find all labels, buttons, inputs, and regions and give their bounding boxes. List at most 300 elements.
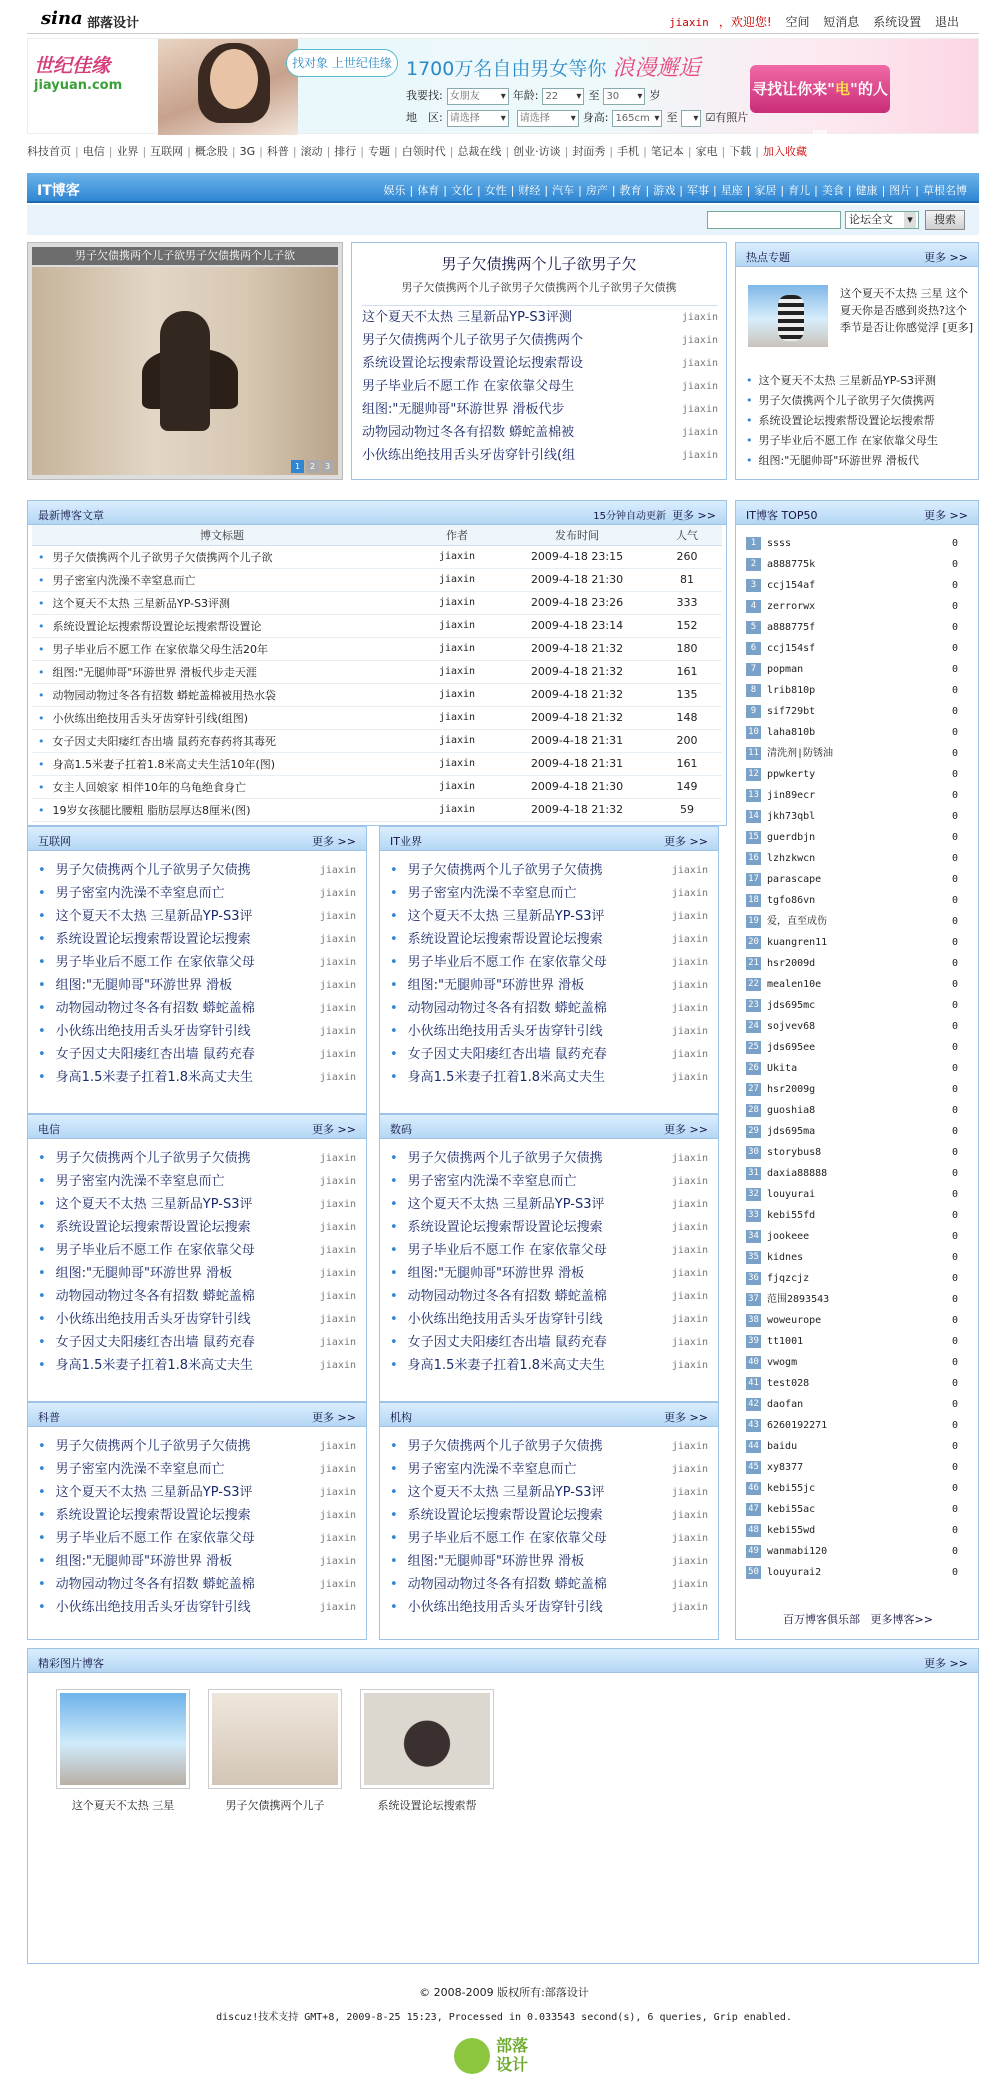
logout-link[interactable]: 退出 xyxy=(934,15,959,29)
blogger-name-link[interactable]: 范围2893543 xyxy=(767,1294,830,1305)
section-title[interactable]: IT博客 xyxy=(37,183,80,199)
blogger-name-link[interactable]: hsr2009g xyxy=(767,1084,816,1095)
blogger-name-link[interactable]: baidu xyxy=(767,1441,798,1452)
list-item[interactable] xyxy=(390,1573,708,1596)
jiayuan-ad-banner[interactable] xyxy=(27,38,979,146)
top50-item[interactable] xyxy=(746,554,968,575)
top50-item[interactable] xyxy=(746,1541,968,1562)
top50-item[interactable] xyxy=(746,953,968,974)
space-link[interactable]: 空间 xyxy=(785,15,810,29)
list-item[interactable] xyxy=(38,928,356,951)
headline-link[interactable]: 系统设置论坛搜索帮设置论坛搜索帮设 xyxy=(362,356,584,371)
post-author-link[interactable]: jiaxin xyxy=(319,1026,356,1037)
post-link[interactable]: 男子密室内洗澡不幸窒息而亡 xyxy=(55,1462,225,1477)
post-author-link[interactable]: jiaxin xyxy=(671,888,708,899)
top50-item[interactable] xyxy=(746,890,968,911)
blogger-name-link[interactable]: popman xyxy=(767,664,804,675)
post-link[interactable]: 男子毕业后不愿工作 在家依靠父母 xyxy=(55,1243,255,1258)
jiayuan-logo[interactable]: 世纪佳缘 jiayuan.com xyxy=(34,55,123,93)
post-title-link[interactable]: • 男子密室内洗澡不幸窒息而亡 xyxy=(32,568,412,591)
section-nav-link[interactable]: 体育 xyxy=(417,184,440,197)
post-link[interactable]: 动物园动物过冬各有招数 蟒蛇盖棉 xyxy=(407,1289,607,1304)
post-author-link[interactable]: jiaxin xyxy=(319,1291,356,1302)
hot-topics-more-link[interactable]: 更多 >> xyxy=(924,251,968,264)
post-link[interactable]: 男子密室内洗澡不幸窒息而亡 xyxy=(55,1174,225,1189)
blogger-name-link[interactable]: kebi55wd xyxy=(767,1525,816,1536)
channel-link[interactable]: 总裁在线 xyxy=(457,145,502,158)
top50-item[interactable] xyxy=(746,869,968,890)
section-nav-link[interactable]: 房产 xyxy=(585,184,608,197)
post-author-link[interactable]: jiaxin xyxy=(671,980,708,991)
blogger-name-link[interactable]: daxia88888 xyxy=(767,1168,828,1179)
list-item[interactable] xyxy=(38,1239,356,1262)
top50-item[interactable] xyxy=(746,1415,968,1436)
post-author-link[interactable]: jiaxin xyxy=(412,568,502,591)
search-scope-select[interactable]: 论坛全文 ▾ xyxy=(845,211,919,229)
post-link[interactable]: 系统设置论坛搜索帮设置论坛搜索 xyxy=(55,1508,251,1523)
category-more-link[interactable]: 更多 >> xyxy=(312,835,356,848)
blogger-name-link[interactable]: louyurai2 xyxy=(767,1567,822,1578)
post-author-link[interactable]: jiaxin xyxy=(319,1314,356,1325)
top50-item[interactable] xyxy=(746,1289,968,1310)
post-title-link[interactable]: • 小伙练出绝技用舌头牙齿穿针引线(组图) xyxy=(32,706,412,729)
post-author-link[interactable]: jiaxin xyxy=(319,1556,356,1567)
list-item[interactable] xyxy=(38,882,356,905)
top50-item[interactable] xyxy=(746,617,968,638)
post-author-link[interactable]: jiaxin xyxy=(319,865,356,876)
channel-link[interactable]: 白领时代 xyxy=(401,145,446,158)
post-link[interactable]: 男子欠债携两个儿子欲男子欠债携 xyxy=(407,1151,603,1166)
category-title[interactable]: 科普 xyxy=(38,1411,60,1424)
top50-item[interactable] xyxy=(746,785,968,806)
post-author-link[interactable]: jiaxin xyxy=(412,798,502,821)
hot-topic-summary[interactable]: 这个夏天不太热 三星 这个夏天你是否感到炎热?这个季节是否让你感觉浮 [更多] xyxy=(840,287,974,334)
headline-item[interactable] xyxy=(362,329,718,352)
list-item[interactable] xyxy=(390,859,708,882)
top50-item[interactable] xyxy=(746,1457,968,1478)
post-link[interactable]: 组图:"无腿帅哥"环游世界 滑板 xyxy=(407,1266,585,1281)
add-favorite-link[interactable]: 加入收藏 xyxy=(762,145,807,158)
post-link[interactable]: 系统设置论坛搜索帮设置论坛搜索 xyxy=(55,1220,251,1235)
post-author-link[interactable]: jiaxin xyxy=(319,1245,356,1256)
list-item[interactable] xyxy=(390,882,708,905)
post-author-link[interactable]: jiaxin xyxy=(671,1222,708,1233)
list-item[interactable] xyxy=(38,1354,356,1377)
feature-slideshow[interactable] xyxy=(27,242,343,480)
hot-topic-item[interactable]: • 组图:"无腿帅哥"环游世界 滑板代 xyxy=(746,451,974,471)
more-blogs-link[interactable]: 更多博客>> xyxy=(870,1613,933,1626)
list-item[interactable] xyxy=(38,997,356,1020)
blogger-name-link[interactable]: daofan xyxy=(767,1399,804,1410)
post-link[interactable]: 女子因丈夫阳痿红杏出墙 鼠药充春 xyxy=(407,1335,607,1350)
post-author-link[interactable]: jiaxin xyxy=(319,1579,356,1590)
headline-link[interactable]: 男子欠债携两个儿子欲男子欠债携两个 xyxy=(362,333,584,348)
headline-author[interactable]: jiaxin xyxy=(681,450,718,461)
section-nav-link[interactable]: 教育 xyxy=(619,184,642,197)
top50-item[interactable] xyxy=(746,1499,968,1520)
top50-item[interactable] xyxy=(746,1184,968,1205)
post-author-link[interactable]: jiaxin xyxy=(671,865,708,876)
post-link[interactable]: 系统设置论坛搜索帮设置论坛搜索 xyxy=(407,1508,603,1523)
headline-item[interactable] xyxy=(362,421,718,444)
list-item[interactable] xyxy=(38,1262,356,1285)
channel-link[interactable]: 手机 xyxy=(617,145,640,158)
post-author-link[interactable]: jiaxin xyxy=(319,1049,356,1060)
blogger-name-link[interactable]: tgfo86vn xyxy=(767,895,816,906)
list-item[interactable] xyxy=(38,1596,356,1619)
post-link[interactable]: 组图:"无腿帅哥"环游世界 滑板 xyxy=(407,1554,585,1569)
list-item[interactable] xyxy=(390,1527,708,1550)
top50-item[interactable] xyxy=(746,1100,968,1121)
top50-item[interactable] xyxy=(746,1268,968,1289)
blogger-name-link[interactable]: Ukita xyxy=(767,1063,798,1074)
category-title[interactable]: IT业界 xyxy=(390,835,422,848)
list-item[interactable] xyxy=(390,974,708,997)
top50-item[interactable] xyxy=(746,1331,968,1352)
section-nav-link[interactable]: 健康 xyxy=(855,184,878,197)
top50-item[interactable] xyxy=(746,1163,968,1184)
blogger-name-link[interactable]: storybus8 xyxy=(767,1147,822,1158)
post-author-link[interactable]: jiaxin xyxy=(319,957,356,968)
post-author-link[interactable]: jiaxin xyxy=(319,1487,356,1498)
top50-more-link[interactable]: 更多 >> xyxy=(924,509,968,522)
blogger-name-link[interactable]: jkh73qbl xyxy=(767,811,816,822)
post-link[interactable]: 组图:"无腿帅哥"环游世界 滑板 xyxy=(407,978,585,993)
post-link[interactable]: 小伙练出绝技用舌头牙齿穿针引线 xyxy=(407,1600,603,1615)
post-author-link[interactable]: jiaxin xyxy=(319,1072,356,1083)
top50-item[interactable] xyxy=(746,932,968,953)
post-title-link[interactable]: • 这个夏天不太热 三星新品YP-S3评测 xyxy=(32,591,412,614)
post-author-link[interactable]: jiaxin xyxy=(319,1176,356,1187)
post-author-link[interactable]: jiaxin xyxy=(319,911,356,922)
post-link[interactable]: 男子欠债携两个儿子欲男子欠债携 xyxy=(407,863,603,878)
top50-item[interactable] xyxy=(746,1205,968,1226)
post-link[interactable]: 动物园动物过冬各有招数 蟒蛇盖棉 xyxy=(55,1289,255,1304)
photo-item[interactable]: 这个夏天不太热 三星 xyxy=(56,1689,190,1813)
top50-item[interactable] xyxy=(746,1310,968,1331)
photo-item[interactable]: 男子欠债携两个儿子 xyxy=(208,1689,342,1813)
post-link[interactable]: 系统设置论坛搜索帮设置论坛搜索 xyxy=(407,932,603,947)
headline-author[interactable]: jiaxin xyxy=(681,358,718,369)
category-more-link[interactable]: 更多 >> xyxy=(664,835,708,848)
list-item[interactable] xyxy=(390,1435,708,1458)
list-item[interactable] xyxy=(390,1262,708,1285)
top50-item[interactable] xyxy=(746,974,968,995)
post-link[interactable]: 动物园动物过冬各有招数 蟒蛇盖棉 xyxy=(55,1001,255,1016)
blogger-name-link[interactable]: lrib810p xyxy=(767,685,816,696)
post-author-link[interactable]: jiaxin xyxy=(671,1003,708,1014)
post-author-link[interactable]: jiaxin xyxy=(671,1268,708,1279)
post-author-link[interactable]: jiaxin xyxy=(671,1556,708,1567)
category-title[interactable]: 数码 xyxy=(390,1123,412,1136)
list-item[interactable] xyxy=(390,1066,708,1089)
area-select-2[interactable]: 请选择 ▾ xyxy=(517,110,579,127)
blogger-name-link[interactable]: jookeee xyxy=(767,1231,810,1242)
post-author-link[interactable]: jiaxin xyxy=(319,980,356,991)
post-author-link[interactable]: jiaxin xyxy=(671,911,708,922)
post-author-link[interactable]: jiaxin xyxy=(671,1533,708,1544)
top50-item[interactable] xyxy=(746,1121,968,1142)
list-item[interactable] xyxy=(390,1193,708,1216)
post-title-link[interactable]: • 19岁女孩腿比腰粗 脂肪层厚达8厘米(图) xyxy=(32,798,412,821)
list-item[interactable] xyxy=(38,1285,356,1308)
blogger-name-link[interactable]: vwogm xyxy=(767,1357,798,1368)
post-author-link[interactable]: jiaxin xyxy=(319,1360,356,1371)
headline-author[interactable]: jiaxin xyxy=(681,381,718,392)
blogger-name-link[interactable]: laha810b xyxy=(767,727,816,738)
list-item[interactable] xyxy=(38,1481,356,1504)
blogger-name-link[interactable]: jin89ecr xyxy=(767,790,816,801)
post-author-link[interactable]: jiaxin xyxy=(412,729,502,752)
blogger-name-link[interactable]: lzhzkwcn xyxy=(767,853,816,864)
post-author-link[interactable]: jiaxin xyxy=(412,660,502,683)
blogger-name-link[interactable]: kuangren11 xyxy=(767,937,828,948)
post-link[interactable]: 身高1.5米妻子扛着1.8米高丈夫生 xyxy=(55,1070,254,1085)
post-link[interactable]: 男子毕业后不愿工作 在家依靠父母 xyxy=(55,955,255,970)
blogger-name-link[interactable]: kebi55jc xyxy=(767,1483,816,1494)
headline-item[interactable] xyxy=(362,306,718,329)
channel-link[interactable]: 互联网 xyxy=(150,145,184,158)
blogger-name-link[interactable]: ppwkerty xyxy=(767,769,816,780)
section-nav-link[interactable]: 家居 xyxy=(754,184,777,197)
top50-item[interactable] xyxy=(746,1226,968,1247)
top50-item[interactable] xyxy=(746,1247,968,1268)
list-item[interactable] xyxy=(390,1331,708,1354)
section-nav-link[interactable]: 财经 xyxy=(518,184,541,197)
post-link[interactable]: 男子密室内洗澡不幸窒息而亡 xyxy=(407,886,577,901)
slide-dot-2[interactable]: 2 xyxy=(306,460,319,473)
post-link[interactable]: 组图:"无腿帅哥"环游世界 滑板 xyxy=(55,978,233,993)
blogger-name-link[interactable]: louyurai xyxy=(767,1189,816,1200)
sina-logo[interactable]: sina xyxy=(41,8,83,29)
headline-title[interactable]: 男子欠债携两个儿子欲男子欠 xyxy=(441,255,637,273)
channel-link[interactable]: 封面秀 xyxy=(572,145,606,158)
messages-link[interactable]: 短消息 xyxy=(823,15,860,29)
list-item[interactable] xyxy=(390,928,708,951)
list-item[interactable] xyxy=(390,1043,708,1066)
post-title-link[interactable]: • 男子毕业后不愿工作 在家依靠父母生活20年 xyxy=(32,637,412,660)
post-link[interactable]: 这个夏天不太热 三星新品YP-S3评 xyxy=(407,1197,605,1212)
category-more-link[interactable]: 更多 >> xyxy=(312,1123,356,1136)
blogger-name-link[interactable]: jds695ee xyxy=(767,1042,816,1053)
post-author-link[interactable]: jiaxin xyxy=(412,775,502,798)
blogger-name-link[interactable]: mealen10e xyxy=(767,979,822,990)
list-item[interactable] xyxy=(38,1550,356,1573)
blogger-name-link[interactable]: test028 xyxy=(767,1378,810,1389)
channel-link[interactable]: 科技首页 xyxy=(27,145,71,158)
channel-link[interactable]: 滚动 xyxy=(300,145,323,158)
post-author-link[interactable]: jiaxin xyxy=(671,1579,708,1590)
headline-author[interactable]: jiaxin xyxy=(681,404,718,415)
list-item[interactable] xyxy=(38,1170,356,1193)
headline-link[interactable]: 男子毕业后不愿工作 在家依靠父母生 xyxy=(362,379,575,394)
headline-link[interactable]: 动物园动物过冬各有招数 蟒蛇盖棉被 xyxy=(362,425,575,440)
blogger-name-link[interactable]: 清洗剂|防锈油 xyxy=(767,748,834,759)
list-item[interactable] xyxy=(390,1239,708,1262)
post-author-link[interactable]: jiaxin xyxy=(412,545,502,568)
headline-link[interactable]: 小伙练出绝技用舌头牙齿穿针引线(组 xyxy=(362,448,576,463)
post-author-link[interactable]: jiaxin xyxy=(671,1360,708,1371)
blogger-name-link[interactable]: 爱，直至成伤 xyxy=(767,916,827,927)
list-item[interactable] xyxy=(390,1216,708,1239)
list-item[interactable] xyxy=(38,1458,356,1481)
top50-item[interactable] xyxy=(746,764,968,785)
channel-link[interactable]: 概念股 xyxy=(194,145,228,158)
post-author-link[interactable]: jiaxin xyxy=(319,888,356,899)
age-to-select[interactable]: 30 ▾ xyxy=(603,88,645,105)
photo-item[interactable]: 系统设置论坛搜索帮 xyxy=(360,1689,494,1813)
post-link[interactable]: 小伙练出绝技用舌头牙齿穿针引线 xyxy=(55,1600,251,1615)
hot-topic-item[interactable]: • 男子欠债携两个儿子欲男子欠债携两 xyxy=(746,391,974,411)
top50-item[interactable] xyxy=(746,1016,968,1037)
list-item[interactable] xyxy=(38,1066,356,1089)
top50-item[interactable] xyxy=(746,701,968,722)
top50-item[interactable] xyxy=(746,911,968,932)
channel-link[interactable]: 下载 xyxy=(729,145,752,158)
post-title-link[interactable]: • 男子欠债携两个儿子欲男子欠债携两个儿子欲 xyxy=(32,545,412,568)
post-link[interactable]: 系统设置论坛搜索帮设置论坛搜索 xyxy=(55,932,251,947)
headline-item[interactable] xyxy=(362,398,718,421)
list-item[interactable] xyxy=(38,1043,356,1066)
post-author-link[interactable]: jiaxin xyxy=(319,1337,356,1348)
post-link[interactable]: 身高1.5米妻子扛着1.8米高丈夫生 xyxy=(407,1358,606,1373)
list-item[interactable] xyxy=(38,1020,356,1043)
gender-select[interactable]: 女朋友 ▾ xyxy=(447,88,509,105)
section-nav-link[interactable]: 游戏 xyxy=(653,184,676,197)
top50-item[interactable] xyxy=(746,1058,968,1079)
top50-item[interactable] xyxy=(746,1352,968,1373)
post-author-link[interactable]: jiaxin xyxy=(319,1153,356,1164)
category-more-link[interactable]: 更多 >> xyxy=(312,1411,356,1424)
post-link[interactable]: 系统设置论坛搜索帮设置论坛搜索 xyxy=(407,1220,603,1235)
post-author-link[interactable]: jiaxin xyxy=(671,1291,708,1302)
post-link[interactable]: 女子因丈夫阳痿红杏出墙 鼠药充春 xyxy=(407,1047,607,1062)
list-item[interactable] xyxy=(390,905,708,928)
post-author-link[interactable]: jiaxin xyxy=(671,957,708,968)
list-item[interactable] xyxy=(390,951,708,974)
headline-item[interactable] xyxy=(362,352,718,375)
blogger-name-link[interactable]: guerdbjn xyxy=(767,832,816,843)
list-item[interactable] xyxy=(38,859,356,882)
post-link[interactable]: 这个夏天不太热 三星新品YP-S3评 xyxy=(55,1197,253,1212)
channel-link[interactable]: 业界 xyxy=(116,145,139,158)
list-item[interactable] xyxy=(390,1481,708,1504)
category-more-link[interactable]: 更多 >> xyxy=(664,1123,708,1136)
post-author-link[interactable]: jiaxin xyxy=(671,1441,708,1452)
post-link[interactable]: 男子密室内洗澡不幸窒息而亡 xyxy=(407,1174,577,1189)
post-author-link[interactable]: jiaxin xyxy=(671,934,708,945)
section-nav-link[interactable]: 娱乐 xyxy=(383,184,406,197)
list-item[interactable] xyxy=(390,1354,708,1377)
hot-topic-image[interactable] xyxy=(748,285,828,347)
post-author-link[interactable]: jiaxin xyxy=(319,1464,356,1475)
post-author-link[interactable]: jiaxin xyxy=(671,1072,708,1083)
blog-club-link[interactable]: 百万博客俱乐部 xyxy=(783,1613,861,1626)
slide-dot-3[interactable]: 3 xyxy=(321,460,334,473)
top50-item[interactable] xyxy=(746,1562,968,1583)
blogger-name-link[interactable]: wanmabi120 xyxy=(767,1546,828,1557)
post-author-link[interactable]: jiaxin xyxy=(412,591,502,614)
channel-link[interactable]: 专题 xyxy=(368,145,390,158)
top50-item[interactable] xyxy=(746,659,968,680)
section-nav-link[interactable]: 军事 xyxy=(686,184,709,197)
post-author-link[interactable]: jiaxin xyxy=(319,1222,356,1233)
section-nav-link[interactable]: 女性 xyxy=(484,184,507,197)
headline-item[interactable] xyxy=(362,444,718,467)
post-author-link[interactable]: jiaxin xyxy=(671,1199,708,1210)
post-author-link[interactable]: jiaxin xyxy=(319,1510,356,1521)
height-to-select[interactable] xyxy=(681,110,701,127)
blogger-name-link[interactable]: kebi55ac xyxy=(767,1504,816,1515)
blogger-name-link[interactable]: ccj154af xyxy=(767,580,816,591)
photo-blogs-more-link[interactable]: 更多 >> xyxy=(924,1657,968,1670)
post-link[interactable]: 小伙练出绝技用舌头牙齿穿针引线 xyxy=(55,1312,251,1327)
blogger-name-link[interactable]: ssss xyxy=(767,538,792,549)
post-title-link[interactable]: • 身高1.5米妻子扛着1.8米高丈夫生活10年(图) xyxy=(32,752,412,775)
list-item[interactable] xyxy=(38,1308,356,1331)
settings-link[interactable]: 系统设置 xyxy=(873,15,922,29)
blogger-name-link[interactable]: kidnes xyxy=(767,1252,804,1263)
post-title-link[interactable]: • 系统设置论坛搜索帮设置论坛搜索帮设置论 xyxy=(32,614,412,637)
channel-link[interactable]: 科普 xyxy=(266,145,289,158)
post-title-link[interactable]: • 女子因丈夫阳痿红杏出墙 鼠药充春药将其毒死 xyxy=(32,729,412,752)
top50-item[interactable] xyxy=(746,1520,968,1541)
post-author-link[interactable]: jiaxin xyxy=(319,1003,356,1014)
list-item[interactable] xyxy=(38,1331,356,1354)
list-item[interactable] xyxy=(390,1020,708,1043)
blogger-name-link[interactable]: 6260192271 xyxy=(767,1420,828,1431)
slide-dot-1[interactable]: 1 xyxy=(291,460,304,473)
post-title-link[interactable]: • 动物园动物过冬各有招数 蟒蛇盖棉被用热水袋 xyxy=(32,683,412,706)
list-item[interactable] xyxy=(390,1170,708,1193)
hot-topic-item[interactable]: • 系统设置论坛搜索帮设置论坛搜索帮 xyxy=(746,411,974,431)
top50-item[interactable] xyxy=(746,827,968,848)
top50-item[interactable] xyxy=(746,680,968,701)
post-link[interactable]: 男子密室内洗澡不幸窒息而亡 xyxy=(55,886,225,901)
channel-link[interactable]: 创业·访谈 xyxy=(513,145,561,158)
headline-link[interactable]: 组图:"无腿帅哥"环游世界 滑板代步 xyxy=(362,402,565,417)
list-item[interactable] xyxy=(38,905,356,928)
post-link[interactable]: 小伙练出绝技用舌头牙齿穿针引线 xyxy=(55,1024,251,1039)
top50-item[interactable] xyxy=(746,1373,968,1394)
post-author-link[interactable]: jiaxin xyxy=(671,1602,708,1613)
post-author-link[interactable]: jiaxin xyxy=(412,752,502,775)
banner-find-button[interactable]: 寻找让你来"电"的人吧 xyxy=(750,65,890,113)
top50-item[interactable] xyxy=(746,722,968,743)
channel-link[interactable]: 排行 xyxy=(334,145,357,158)
search-button[interactable]: 搜索 xyxy=(925,210,965,230)
list-item[interactable] xyxy=(38,1527,356,1550)
list-item[interactable] xyxy=(38,1147,356,1170)
list-item[interactable] xyxy=(38,1504,356,1527)
hot-topic-item[interactable]: • 男子毕业后不愿工作 在家依靠父母生 xyxy=(746,431,974,451)
post-link[interactable]: 这个夏天不太热 三星新品YP-S3评 xyxy=(407,1485,605,1500)
list-item[interactable] xyxy=(390,1147,708,1170)
post-link[interactable]: 这个夏天不太热 三星新品YP-S3评 xyxy=(407,909,605,924)
channel-link[interactable]: 家电 xyxy=(695,145,718,158)
list-item[interactable] xyxy=(390,1550,708,1573)
post-link[interactable]: 小伙练出绝技用舌头牙齿穿针引线 xyxy=(407,1312,603,1327)
blogger-name-link[interactable]: parascape xyxy=(767,874,822,885)
list-item[interactable] xyxy=(390,1504,708,1527)
category-title[interactable]: 电信 xyxy=(38,1123,60,1136)
headline-author[interactable]: jiaxin xyxy=(681,335,718,346)
post-author-link[interactable]: jiaxin xyxy=(671,1487,708,1498)
post-link[interactable]: 男子密室内洗澡不幸窒息而亡 xyxy=(407,1462,577,1477)
blogger-name-link[interactable]: jds695mc xyxy=(767,1000,816,1011)
post-author-link[interactable]: jiaxin xyxy=(412,637,502,660)
top50-item[interactable] xyxy=(746,743,968,764)
